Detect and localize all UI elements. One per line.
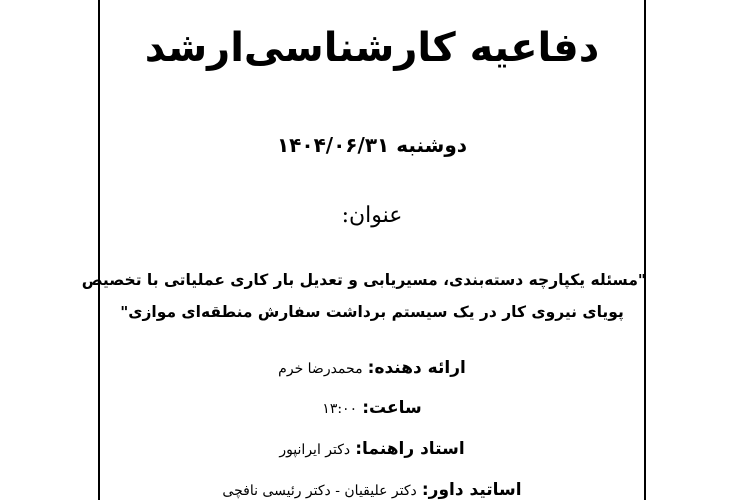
advisor-row — [98, 436, 646, 463]
subject-label: عنوان: — [341, 203, 403, 228]
referees-names: دکتر علیقیان - دکتر رئیسی نافچی — [222, 483, 417, 499]
time-value: ۱۳:۰۰ — [322, 401, 358, 417]
advisor-label: استاد راهنما: — [355, 439, 465, 459]
thesis-title-line-2: پویای نیروی کار در یک سیستم برداشت سفارش منطقه‌ای موازی" — [120, 303, 624, 321]
advisor-name: دکتر ایرانپور — [279, 442, 351, 458]
thesis-title-line-1: "مسئله یکپارچه دسته‌بندی، مسیریابی و تعدیل بار کاری عملیاتی با تخصیص — [81, 271, 646, 289]
referees-row — [98, 477, 646, 500]
referees-label: اساتید داور: — [421, 480, 522, 500]
presenter-label: ارائه دهنده: — [367, 358, 466, 378]
presenter-name: محمدرضا خرم — [278, 361, 363, 377]
time-label: ساعت: — [362, 398, 422, 418]
time-row — [98, 395, 646, 422]
document-title: دفاعیه کارشناسی‌ارشد — [144, 25, 600, 71]
defense-date: دوشنبه ۱۴۰۴/۰۶/۳۱ — [276, 133, 468, 157]
presenter-row — [98, 355, 646, 382]
